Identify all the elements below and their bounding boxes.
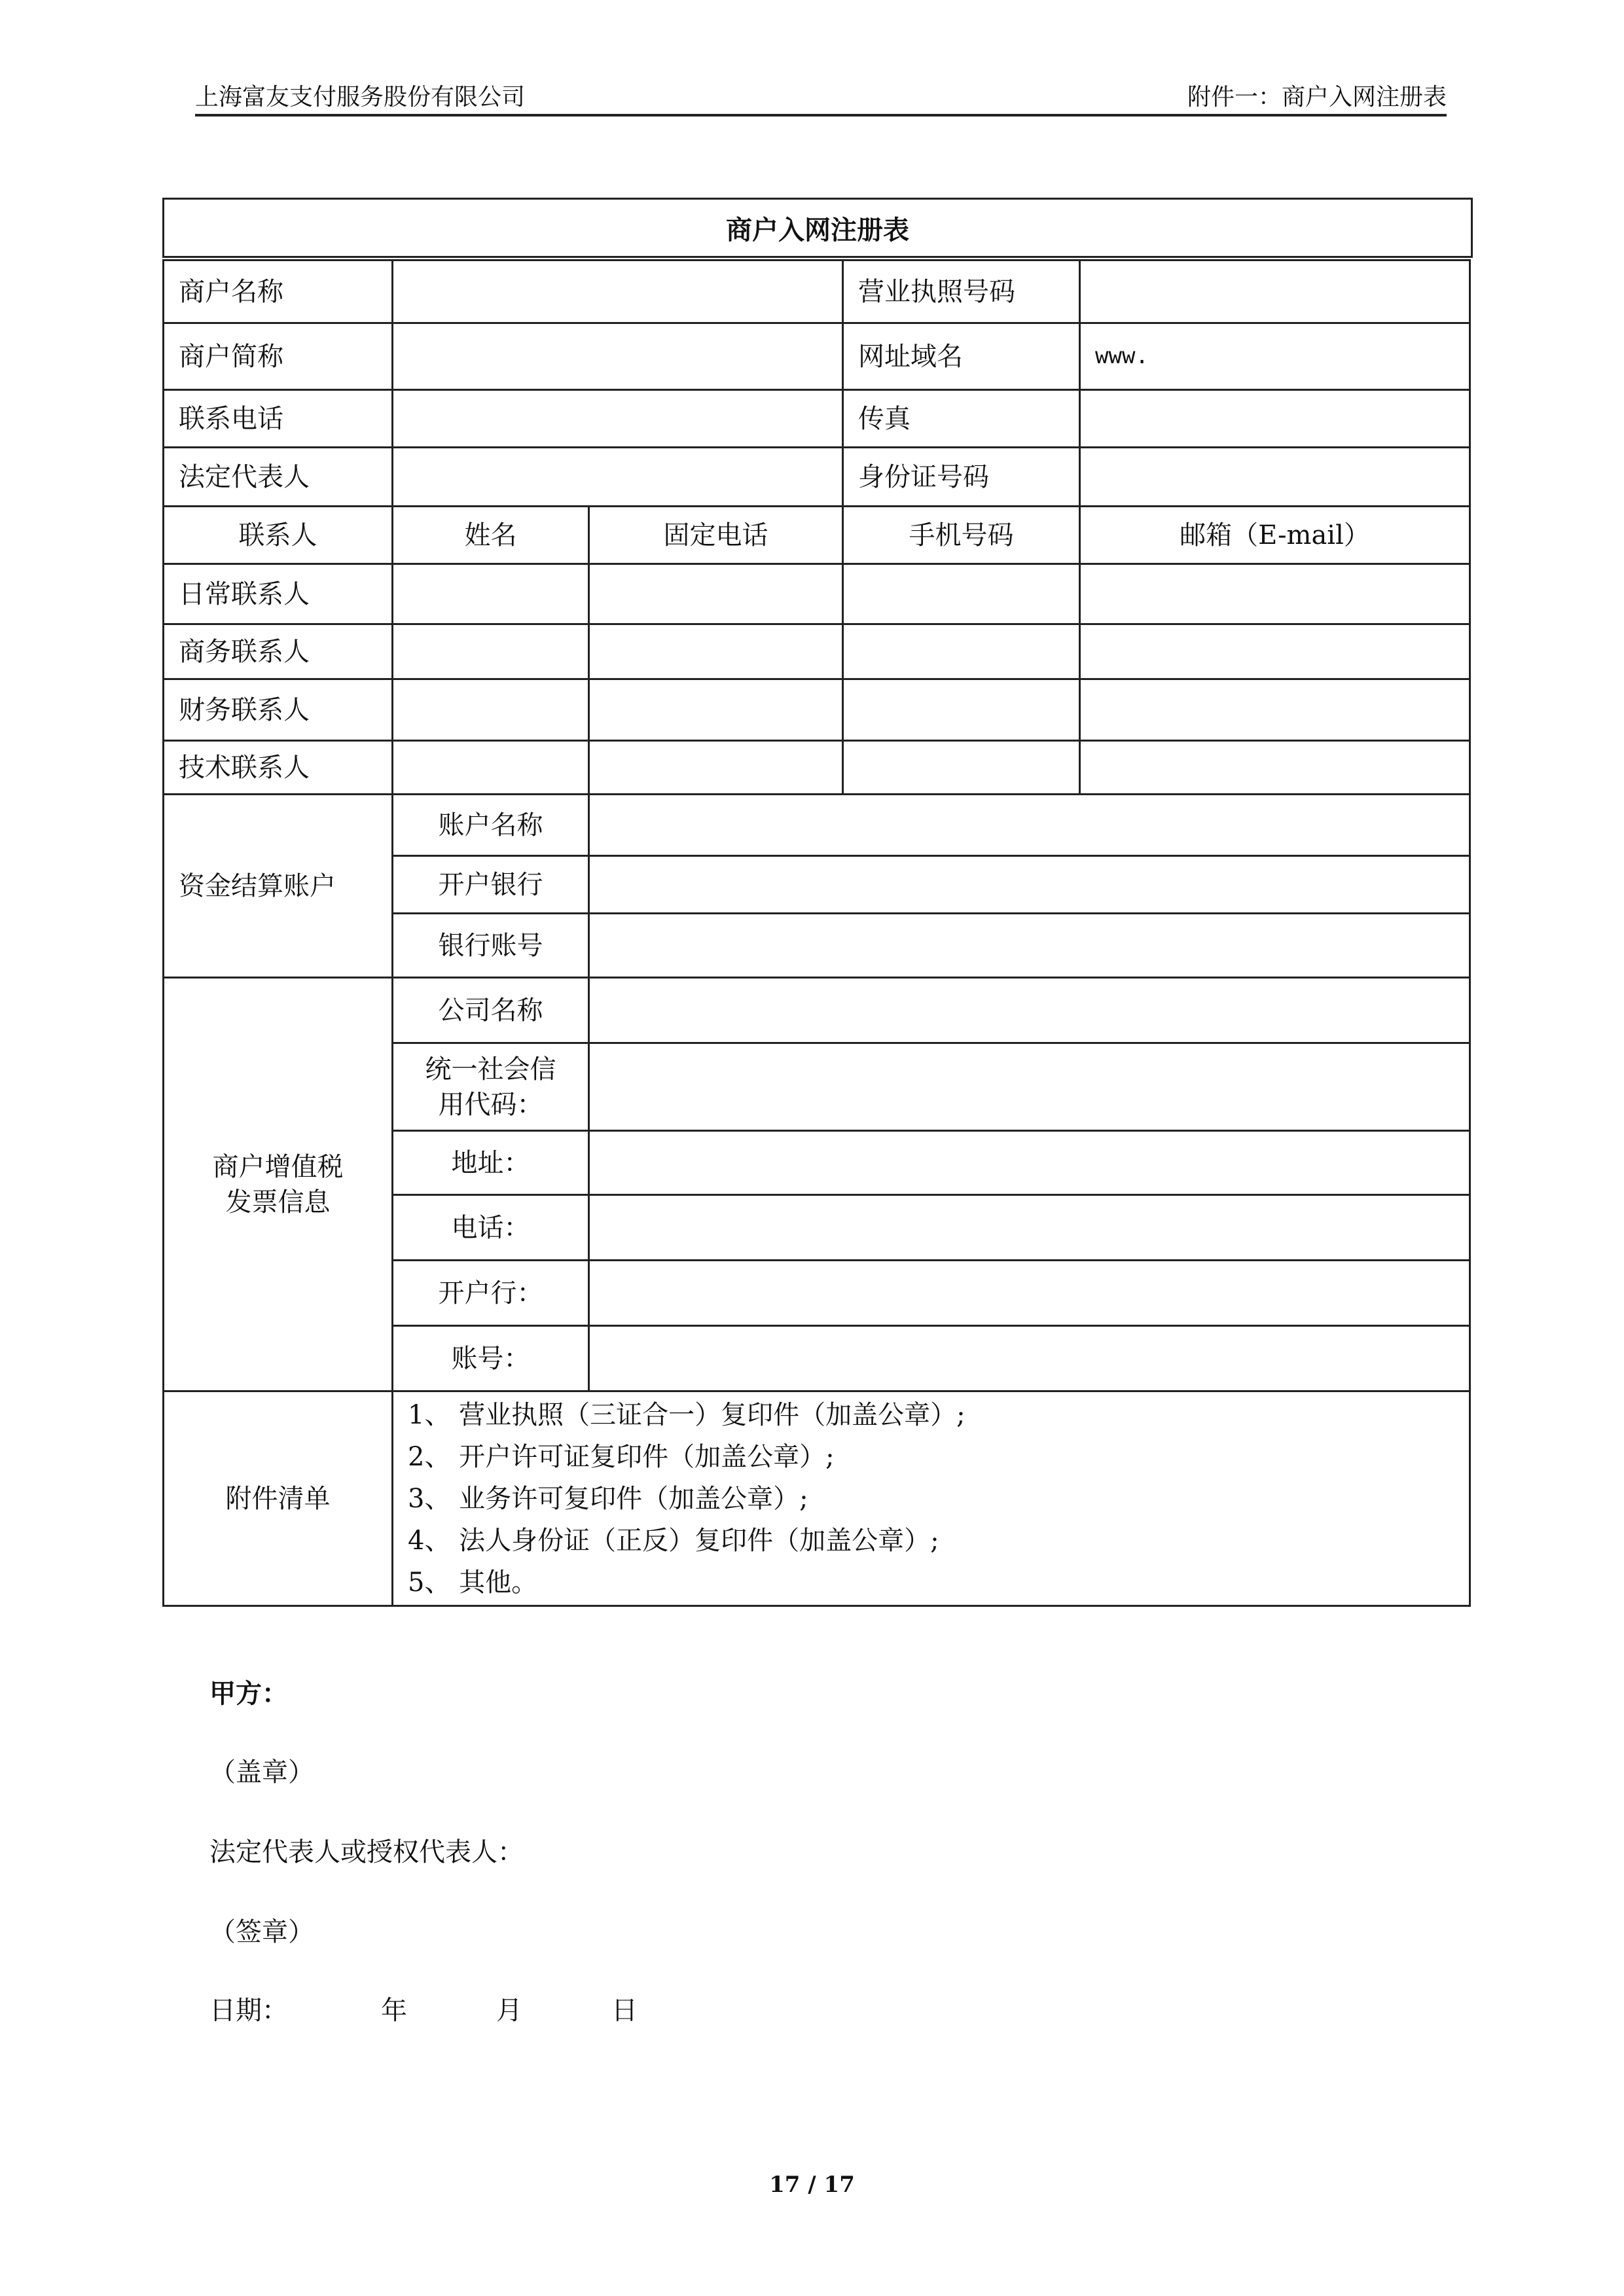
invoice-account-field[interactable] <box>589 1326 1470 1391</box>
credit-code-field[interactable] <box>589 1043 1470 1131</box>
contact-header: 联系人 <box>164 507 393 564</box>
party-a-label: 甲方： <box>209 1678 288 1709</box>
contact-row-label: 日常联系人 <box>164 564 393 624</box>
legal-rep-label: 法定代表人 <box>164 448 393 507</box>
contact-row-label: 财务联系人 <box>164 679 393 741</box>
invoice-account-label: 账号： <box>393 1326 589 1391</box>
attachment-item: 3、 业务许可复印件（加盖公章）; <box>408 1483 808 1514</box>
name-header: 姓名 <box>393 507 589 564</box>
merchant-name-field[interactable] <box>393 260 843 323</box>
contact-mobile-field[interactable] <box>843 564 1080 624</box>
contact-email-field[interactable] <box>1080 741 1470 795</box>
fax-label: 传真 <box>843 390 1080 448</box>
fax-field[interactable] <box>1080 390 1470 448</box>
contact-email-field[interactable] <box>1080 564 1470 624</box>
settlement-label: 资金结算账户 <box>164 795 393 978</box>
contact-email-field[interactable] <box>1080 624 1470 679</box>
attachment-title: 附件一：商户入网注册表 <box>1187 84 1447 111</box>
contact-name-field[interactable] <box>393 679 589 741</box>
contact-name-field[interactable] <box>393 564 589 624</box>
page-number: 17 / 17 <box>769 2172 855 2198</box>
invoice-address-field[interactable] <box>589 1131 1470 1195</box>
merchant-short-label: 商户简称 <box>164 323 393 390</box>
domain-label: 网址域名 <box>843 323 1080 390</box>
legal-rep-field[interactable] <box>393 448 843 507</box>
invoice-company-field[interactable] <box>589 978 1470 1043</box>
id-no-field[interactable] <box>1080 448 1470 507</box>
contact-landline-field[interactable] <box>589 679 843 741</box>
invoice-label: 商户增值税发票信息 <box>164 978 393 1391</box>
invoice-bank-label: 开户行： <box>393 1261 589 1326</box>
contact-mobile-field[interactable] <box>843 741 1080 795</box>
invoice-phone-field[interactable] <box>589 1195 1470 1261</box>
phone-label: 联系电话 <box>164 390 393 448</box>
domain-field[interactable]: www. <box>1080 323 1470 390</box>
date-label: 日期： <box>209 1996 288 2026</box>
month-label: 月 <box>496 1996 522 2026</box>
account-no-label: 银行账号 <box>393 914 589 978</box>
invoice-bank-field[interactable] <box>589 1261 1470 1326</box>
account-no-field[interactable] <box>589 914 1470 978</box>
merchant-short-field[interactable] <box>393 323 843 390</box>
contact-name-field[interactable] <box>393 741 589 795</box>
contact-name-field[interactable] <box>393 624 589 679</box>
credit-code-label: 统一社会信用代码： <box>393 1043 589 1131</box>
invoice-address-label: 地址： <box>393 1131 589 1195</box>
attachment-item: 4、 法人身份证（正反）复印件（加盖公章）; <box>408 1525 939 1556</box>
contact-mobile-field[interactable] <box>843 679 1080 741</box>
registration-form <box>162 259 1471 1607</box>
seal-label: （盖章） <box>209 1757 314 1787</box>
contact-email-field[interactable] <box>1080 679 1470 741</box>
invoice-company-label: 公司名称 <box>393 978 589 1043</box>
attachments-label: 附件清单 <box>164 1391 393 1606</box>
mobile-header: 手机号码 <box>843 507 1080 564</box>
page-header <box>195 75 1447 117</box>
date-row <box>209 1990 638 2027</box>
company-name: 上海富友支付服务股份有限公司 <box>195 84 526 111</box>
landline-header: 固定电话 <box>589 507 843 564</box>
contact-mobile-field[interactable] <box>843 624 1080 679</box>
contact-row-label: 商务联系人 <box>164 624 393 679</box>
account-name-label: 账户名称 <box>393 795 589 856</box>
bank-field[interactable] <box>589 856 1470 914</box>
contact-landline-field[interactable] <box>589 564 843 624</box>
invoice-phone-label: 电话： <box>393 1195 589 1261</box>
contact-row-label: 技术联系人 <box>164 741 393 795</box>
contact-landline-field[interactable] <box>589 624 843 679</box>
sign-label: （签章） <box>209 1917 314 1947</box>
email-header: 邮箱（E-mail） <box>1080 507 1470 564</box>
account-name-field[interactable] <box>589 795 1470 856</box>
day-label: 日 <box>611 1996 638 2026</box>
license-no-label: 营业执照号码 <box>843 260 1080 323</box>
attachment-item: 1、 营业执照（三证合一）复印件（加盖公章）; <box>408 1399 965 1430</box>
contact-landline-field[interactable] <box>589 741 843 795</box>
bank-label: 开户银行 <box>393 856 589 914</box>
merchant-name-label: 商户名称 <box>164 260 393 323</box>
representative-label: 法定代表人或授权代表人： <box>209 1837 524 1867</box>
attachment-item: 5、 其他。 <box>408 1567 538 1598</box>
attachments-list <box>393 1391 1470 1606</box>
license-no-field[interactable] <box>1080 260 1470 323</box>
phone-field[interactable] <box>393 390 843 448</box>
year-label: 年 <box>381 1996 407 2026</box>
form-title: 商户入网注册表 <box>162 198 1473 258</box>
attachment-item: 2、 开户许可证复印件（加盖公章）; <box>408 1441 835 1472</box>
id-no-label: 身份证号码 <box>843 448 1080 507</box>
